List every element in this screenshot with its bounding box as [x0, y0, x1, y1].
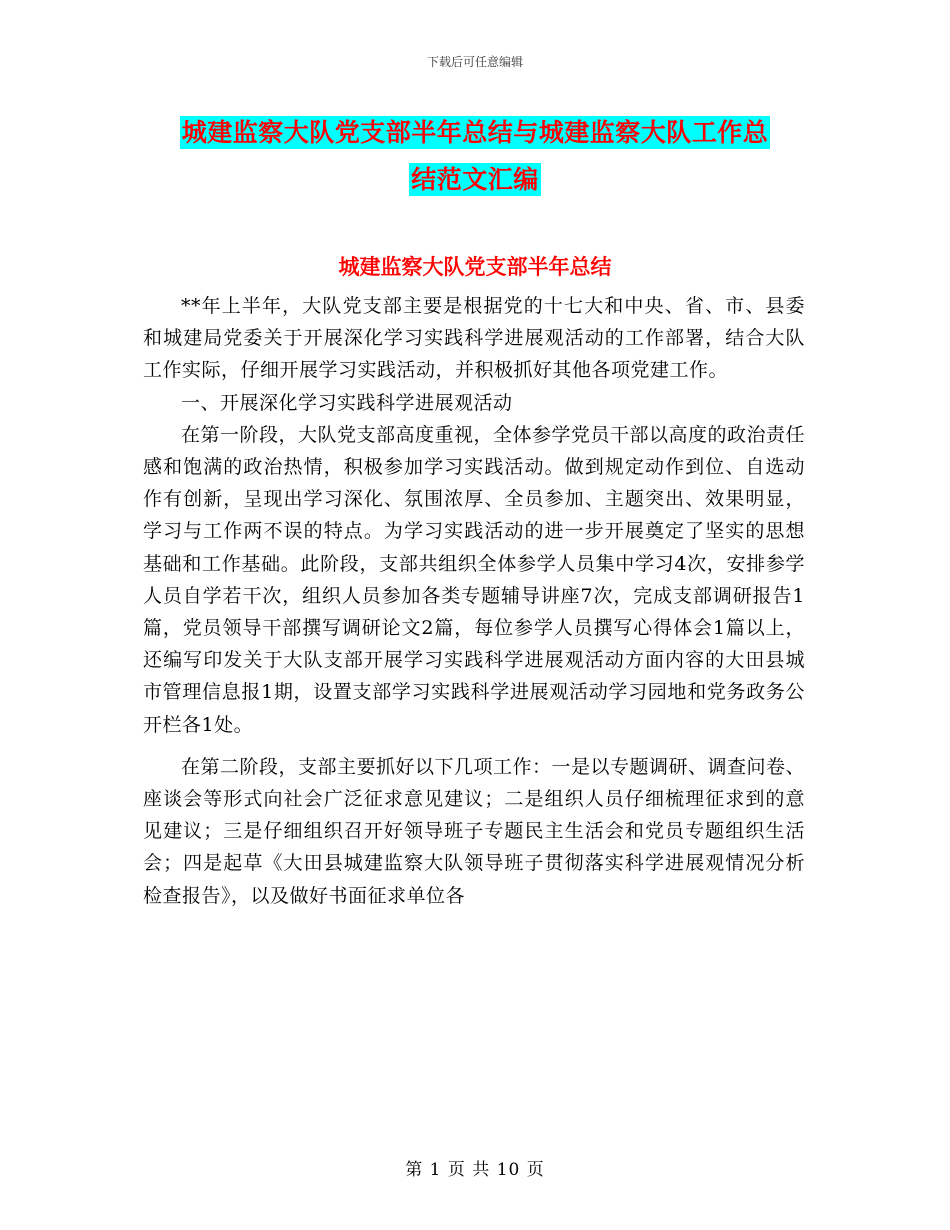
paragraph-stage-2: 在第二阶段，支部主要抓好以下几项工作：一是以专题调研、调查问卷、座谈会等形式向社会广泛征求意见建议；二是组织人员仔细梳理征求到的意见建议；三是仔细组织召开好领导班子专题民主生活会和党员专题组织生活会；四是起草《大田县城建监察大队领导班子贯彻落实科学进展观情况分析检查报告》，以及做好书面征求单位各 — [143, 755, 806, 907]
page-number-footer: 第 1 页 共 10 页 — [405, 1160, 545, 1180]
document-title-line-2 — [0, 160, 950, 196]
document-title-text-1: 城建监察大队党支部半年总结与城建监察大队工作总 — [181, 118, 769, 147]
document-title-line-1 — [0, 113, 950, 149]
paragraph-intro: **年上半年，大队党支部主要是根据党的十七大和中央、省、市、县委和城建局党委关于开展深化学习实践科学进展观活动的工作部署，结合大队工作实际，仔细开展学习实践活动，并积极抓好其他各项党建工作。 — [143, 295, 805, 382]
section-title: 城建监察大队党支部半年总结 — [338, 255, 612, 279]
header-note: 下载后可任意编辑 — [426, 55, 523, 69]
paragraph-stage-1: 在第一阶段，大队党支部高度重视，全体参学党员干部以高度的政治责任感和饱满的政治热情，积极参加学习实践活动。做到规定动作到位、自选动作有创新，呈现出学习深化、氛围浓厚、全员参加、主题突出、效果明显，学习与工作两不误的特点。为学习实践活动的进一步开展奠定了坚实的思想基础和工作基础。此阶段，支部共组织全体参学人员集中学习4次，安排参学人员自学若干次，组织人员参加各类专题辅导讲座7次，完成支部调研报告1篇，党员领导干部撰写调研论文2篇，每位参学人员撰写心得体会1篇以上，还编写印发关于大队支部开展学习实践科学进展观活动方面内容的大田县城市管理信息报1期，设置支部学习实践科学进展观活动学习园地和党务政务公开栏各1处。 — [143, 423, 806, 736]
document-title-text-2: 结范文汇编 — [411, 165, 539, 194]
document-body — [143, 290, 805, 912]
paragraph-heading-1: 一、开展深化学习实践科学进展观活动 — [181, 391, 513, 414]
